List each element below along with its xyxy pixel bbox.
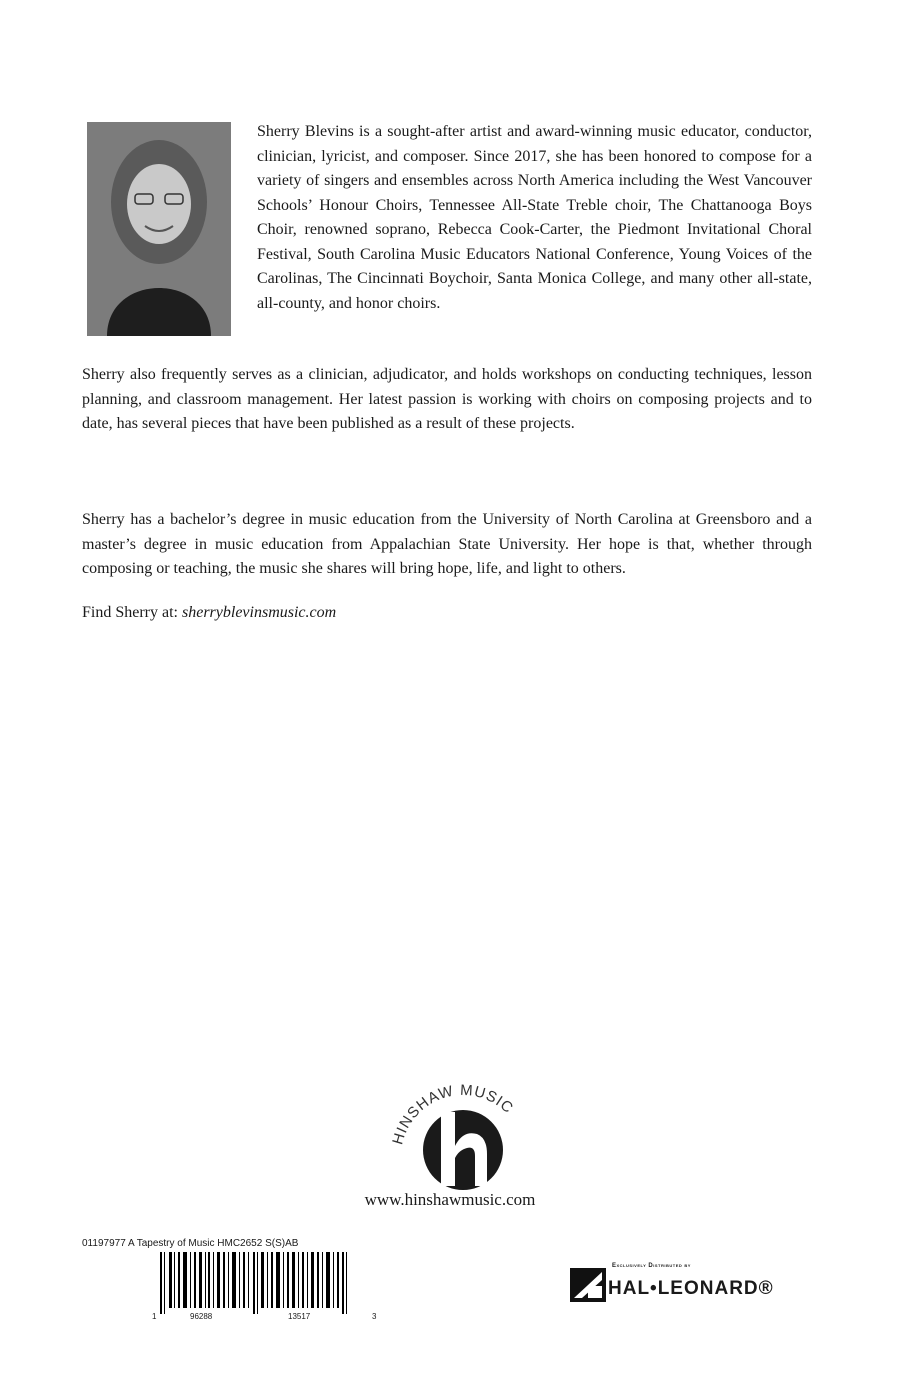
composer-website-link[interactable]: sherryblevinsmusic.com	[182, 604, 337, 621]
hinshaw-music-logo	[383, 1062, 543, 1192]
composer-portrait-image	[87, 122, 231, 336]
barcode	[160, 1252, 368, 1314]
catalog-line: 01197977 A Tapestry of Music HMC2652 S(S)AB	[82, 1238, 299, 1249]
barcode-digits-left: 96288	[190, 1312, 213, 1321]
barcode-digit-check: 3	[372, 1312, 377, 1321]
publisher-website[interactable]: www.hinshawmusic.com	[364, 1190, 536, 1209]
bio-paragraph-2: Sherry also frequently serves as a clinician, adjudicator, and holds workshops on conducting techniques, lesson planning, and classroom management. Her latest passion is working with choirs on composing projects and to date, has several pieces that have been published as a result of these projects.	[82, 366, 812, 432]
bio-paragraph-3: Sherry has a bachelor’s degree in music education from the University of North Carolina at Greensboro and a master’s degree in music education from Appalachian State University. Her hope is that, whether through composing or teaching, the music she shares will bring hope, life, and light to others.	[82, 511, 812, 577]
bio-paragraph-1: Sherry Blevins is a sought-after artist and award-winning music educator, conductor, clinician, lyricist, and composer. Since 2017, she has been honored to compose for a variety of singers and ensembles across North America including the West Vancouver Schools’ Honour Choirs, Tennessee All-State Treble choir, The Chattanooga Boys Choir, renowned soprano, Rebecca Cook-Carter, the Piedmont Invitational Choral Festival, South Carolina Music Educators National Conference, Young Voices of the Carolinas, The Cincinnati Boychoir, Santa Monica College, and many other all-state, all-county, and honor choirs.	[257, 123, 812, 312]
distributor-name: HAL•LEONARD®	[608, 1278, 774, 1299]
barcode-digits-right: 13517	[288, 1312, 311, 1321]
find-label: Find Sherry at:	[82, 604, 178, 621]
barcode-digit-lead: 1	[152, 1312, 157, 1321]
distributor-label: Exclusively Distributed by	[612, 1263, 691, 1269]
hal-leonard-logo-icon	[570, 1268, 606, 1302]
logo-arc-text: HINSHAW MUSIC	[389, 1081, 517, 1147]
composer-photo	[87, 122, 231, 336]
find-sherry-line	[82, 604, 336, 622]
